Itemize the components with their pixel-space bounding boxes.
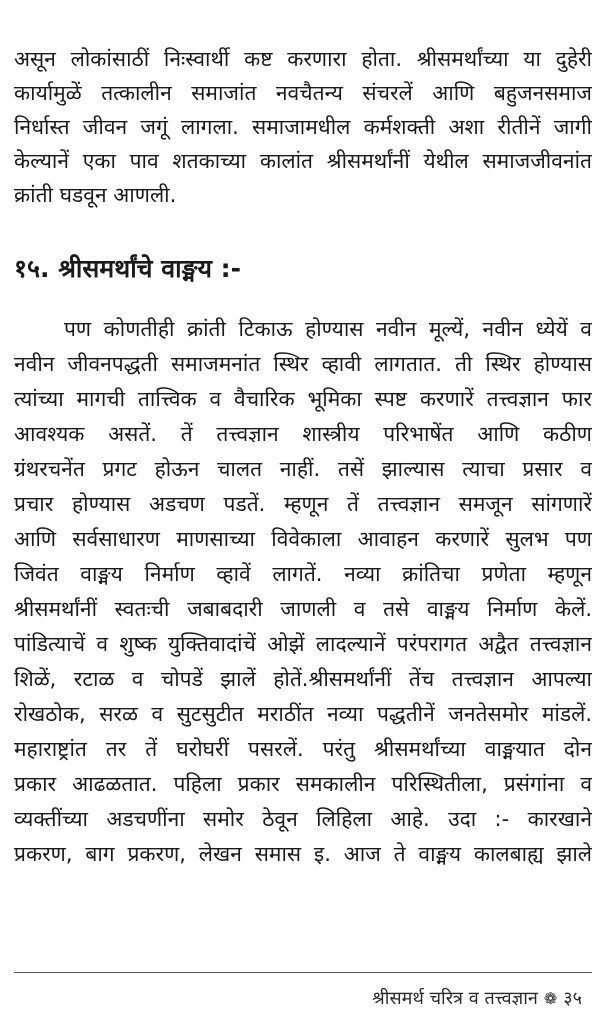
body-line: प्रकार आढळतात. पहिला प्रकार समकालीन परिस्थितीला, प्रसंगांना व (14, 772, 592, 796)
intro-line: कार्यामुळें तत्कालीन समाजांत नवचैतन्य संचरलें आणि बहुजनसमाज (14, 81, 592, 105)
footer-rule (14, 972, 592, 973)
body-line: आणि सर्वसाधारण माणसाच्या विवेकाला आवाहन करणारें सुलभ पण (14, 527, 592, 551)
intro-line: निर्धास्त जीवन जगूं लागला. समाजामधील कर्मशक्ती अशा रीतीनें जागी (14, 115, 592, 139)
section-heading: १५. श्रीसमर्थांचे वाङ्मय :- (14, 254, 242, 283)
flower-separator-icon: ❁ (543, 989, 558, 1008)
body-line: आवश्यक असतें. तें तत्त्वज्ञान शास्त्रीय परिभाषेंत आणि कठीण (14, 422, 592, 446)
body-line: पांडित्याचें व शुष्क युक्तिवादांचें ओझें लादल्यानें परंपरागत अद्वैत तत्त्वज्ञान (14, 632, 592, 656)
body-line: त्यांच्या मागची तात्त्विक व वैचारिक भूमिका स्पष्ट करणारें तत्त्वज्ञान फार (14, 387, 592, 411)
body-line: व्यक्तींच्या अडचणींना समोर ठेवून लिहिला आहे. उदा :- कारखाने (14, 807, 592, 831)
body-line: प्रचार होण्यास अडचण पडतें. म्हणून तें तत्त्वज्ञान समजून सांगणारें (14, 492, 592, 516)
body-line: पण कोणतीही क्रांती टिकाऊ होण्यास नवीन मूल्यें, नवीन ध्येयें व (64, 317, 592, 341)
running-footer (372, 986, 582, 1012)
body-line: महाराष्ट्रांत तर तें घरोघरीं पसरलें. परंतु श्रीसमर्थांच्या वाङ्मयात दोन (14, 737, 592, 761)
body-line: श्रीसमर्थांनीं स्वतःची जबाबदारी जाणली व तसे वाङ्मय निर्माण केलें. (14, 597, 592, 621)
body-line: नवीन जीवनपद्धती समाजमनांत स्थिर व्हावी लागतात. ती स्थिर होण्यास (14, 352, 592, 376)
page-number: ३५ (563, 988, 582, 1009)
body-line: रोखठोक, सरळ व सुटसुटीत मराठींत नव्या पद्धतीनें जनतेसमोर मांडलें. (14, 702, 592, 726)
intro-line: क्रांती घडवून आणली. (14, 183, 177, 207)
body-line: ग्रंथरचनेंत प्रगट होऊन चालत नाहीं. तसें झाल्यास त्याचा प्रसार व (14, 457, 592, 481)
intro-line: केल्यानें एका पाव शतकाच्या कालांत श्रीसमर्थांनीं येथील समाजजीवनांत (14, 149, 592, 173)
intro-line: असून लोकांसाठीं निःस्वार्थी कष्ट करणारा होता. श्रीसमर्थांच्या या दुहेरी (14, 47, 592, 71)
body-line: शिळें, रटाळ व चोपडें झालें होतें.श्रीसमर्थांनीं तेंच तत्त्वज्ञान आपल्या (14, 667, 592, 691)
body-line: प्रकरण, बाग प्रकरण, लेखन समास इ. आज ते वाङ्मय कालबाह्य झाले (14, 842, 592, 866)
body-line: जिवंत वाङ्मय निर्माण व्हावें लागतें. नव्या क्रांतिचा प्रणेता म्हणून (14, 562, 592, 586)
footer-book-title: श्रीसमर्थ चरित्र व तत्त्वज्ञान (372, 988, 538, 1009)
